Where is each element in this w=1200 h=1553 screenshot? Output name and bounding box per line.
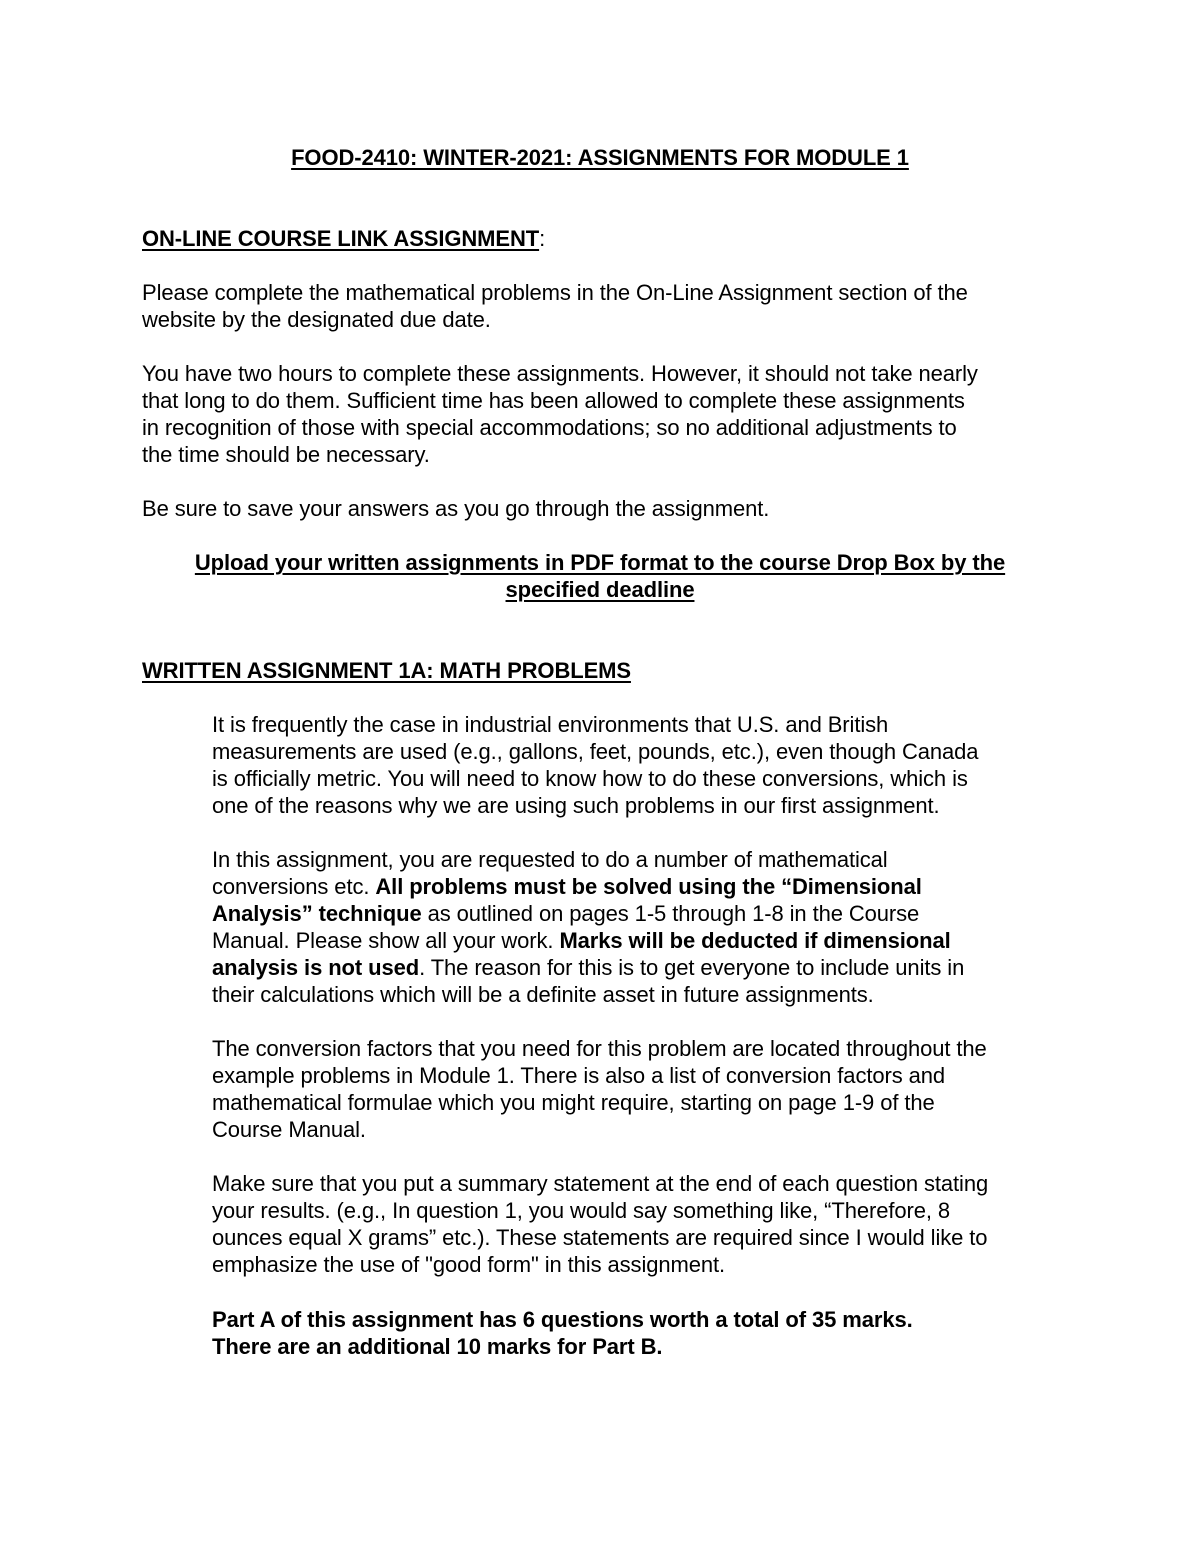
written-p2-line-2-bold: All problems must be solved using the “Dimensional bbox=[375, 874, 922, 899]
online-p2-line-1: You have two hours to complete these assignments. However, it should not take nearly bbox=[142, 361, 978, 386]
online-heading-text: ON-LINE COURSE LINK ASSIGNMENT bbox=[142, 226, 540, 251]
written-p2-line-1: In this assignment, you are requested to do a number of mathematical bbox=[212, 847, 888, 872]
upload-instruction-line-1: Upload your written assignments in PDF format to the course Drop Box by the bbox=[194, 550, 1006, 575]
upload-instruction-line-2: specified deadline bbox=[505, 577, 695, 602]
online-p1-line-2: website by the designated due date. bbox=[142, 307, 491, 332]
written-p2-line-3-bold: Analysis” technique bbox=[212, 901, 422, 926]
written-p2-line-4 bbox=[212, 927, 951, 954]
written-p3-line-1: The conversion factors that you need for this problem are located throughout the bbox=[212, 1036, 987, 1061]
written-p1-line-2: measurements are used (e.g., gallons, feet, pounds, etc.), even though Canada bbox=[212, 739, 979, 764]
written-p4-line-4: emphasize the use of "good form" in this assignment. bbox=[212, 1252, 726, 1277]
marks-summary-line-2: There are an additional 10 marks for Part B. bbox=[212, 1334, 663, 1359]
written-p2-line-4-plain: Manual. Please show all your work. bbox=[212, 928, 560, 953]
written-p4-line-3: ounces equal X grams” etc.). These statements are required since I would like to bbox=[212, 1225, 988, 1250]
online-assignment-heading bbox=[142, 225, 545, 252]
written-p3-line-3: mathematical formulae which you might require, starting on page 1-9 of the bbox=[212, 1090, 935, 1115]
written-p1-line-1: It is frequently the case in industrial environments that U.S. and British bbox=[212, 712, 889, 737]
online-p2-line-3: in recognition of those with special accommodations; so no additional adjustments to bbox=[142, 415, 957, 440]
document-title: FOOD-2410: WINTER-2021: ASSIGNMENTS FOR MODULE 1 bbox=[291, 145, 909, 170]
written-p4-line-2: your results. (e.g., In question 1, you would say something like, “Therefore, 8 bbox=[212, 1198, 951, 1223]
written-p2-line-3-plain: as outlined on pages 1-5 through 1-8 in the Course bbox=[421, 901, 920, 926]
written-p2-line-4-bold: Marks will be deducted if dimensional bbox=[559, 928, 951, 953]
written-p1-line-4: one of the reasons why we are using such problems in our first assignment. bbox=[212, 793, 940, 818]
online-heading-colon: : bbox=[539, 226, 546, 251]
online-p1-line-1: Please complete the mathematical problems in the On-Line Assignment section of the bbox=[142, 280, 968, 305]
marks-summary-line-1: Part A of this assignment has 6 questions worth a total of 35 marks. bbox=[212, 1307, 913, 1332]
online-p3-line: Be sure to save your answers as you go through the assignment. bbox=[142, 496, 770, 521]
written-p2-line-5-plain: . The reason for this is to get everyone to include units in bbox=[419, 955, 965, 980]
online-p2-line-4: the time should be necessary. bbox=[142, 442, 430, 467]
written-assignment-heading: WRITTEN ASSIGNMENT 1A: MATH PROBLEMS bbox=[142, 658, 631, 683]
written-p2-line-3 bbox=[212, 900, 919, 927]
written-p1-line-3: is officially metric. You will need to know how to do these conversions, which is bbox=[212, 766, 968, 791]
written-p3-line-2: example problems in Module 1. There is also a list of conversion factors and bbox=[212, 1063, 946, 1088]
written-p2-line-5 bbox=[212, 954, 964, 981]
written-p2-line-2 bbox=[212, 873, 922, 900]
written-p2-line-6: their calculations which will be a definite asset in future assignments. bbox=[212, 982, 874, 1007]
online-p2-line-2: that long to do them. Sufficient time has been allowed to complete these assignments bbox=[142, 388, 965, 413]
written-p3-line-4: Course Manual. bbox=[212, 1117, 366, 1142]
written-p2-line-2-plain: conversions etc. bbox=[212, 874, 376, 899]
written-p2-line-5-bold: analysis is not used bbox=[212, 955, 420, 980]
written-p4-line-1: Make sure that you put a summary statement at the end of each question stating bbox=[212, 1171, 989, 1196]
